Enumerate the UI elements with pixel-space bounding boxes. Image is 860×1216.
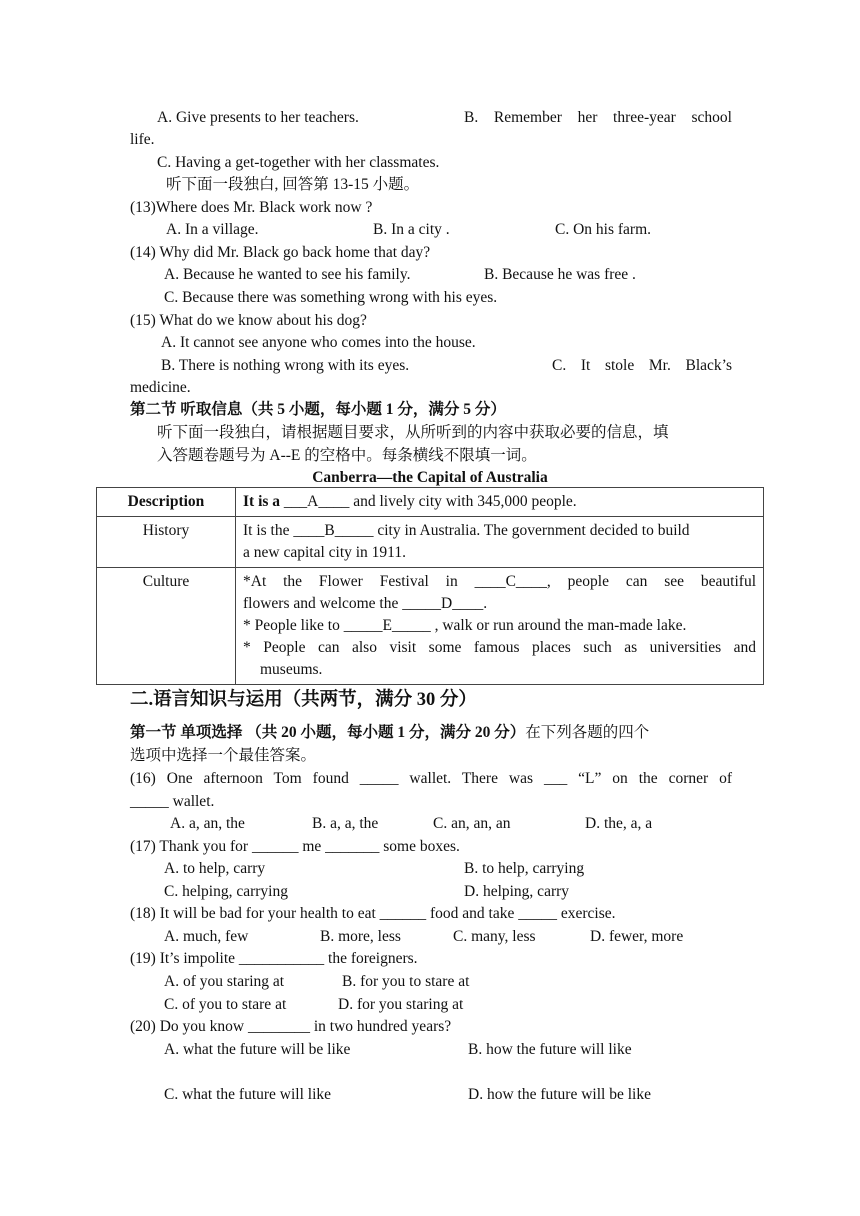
q16-stem-1: (16) One afternoon Tom found _____ wallet. There was ___ “L” on the corner of — [130, 770, 732, 787]
q14-stem: (14) Why did Mr. Black go back home that day? — [130, 244, 431, 261]
q13-option-a: A. In a village. — [166, 221, 259, 238]
q15-option-c: C. It stole Mr. Black’s — [552, 357, 732, 374]
row-label-description: Description — [97, 488, 236, 517]
q13-stem: (13)Where does Mr. Black work now ? — [130, 199, 373, 216]
q17-option-a: A. to help, carry — [164, 860, 266, 877]
q19-option-c: C. of you to stare at — [164, 996, 287, 1013]
q17-option-d: D. helping, carry — [464, 883, 570, 900]
q16-option-b: B. a, a, the — [312, 815, 379, 832]
info-table — [96, 487, 764, 685]
q16-option-d: D. the, a, a — [585, 815, 653, 832]
q16-option-c: C. an, an, an — [433, 815, 511, 832]
q12-option-b-cont: life. — [130, 131, 155, 148]
q17-option-c: C. helping, carrying — [164, 883, 288, 900]
q17-stem: (17) Thank you for ______ me _______ some boxes. — [130, 838, 460, 855]
q18-option-d: D. fewer, more — [590, 928, 684, 945]
section2-part1-line1: 第一节 单项选择 （共 20 小题，每小题 1 分，满分 20 分）在下列各题的四个 — [130, 724, 650, 741]
q18-option-c: C. many, less — [453, 928, 536, 945]
q19-option-d: D. for you staring at — [338, 996, 464, 1013]
history-line-1: It is the ____B_____ city in Australia. The government decided to build — [243, 522, 690, 539]
q18-option-b: B. more, less — [320, 928, 401, 945]
q20-stem: (20) Do you know ________ in two hundred years? — [130, 1018, 452, 1035]
q19-option-b: B. for you to stare at — [342, 973, 470, 990]
q13-option-b: B. In a city . — [373, 221, 450, 238]
table-row — [97, 488, 764, 517]
q18-stem: (18) It will be bad for your health to eat ______ food and take _____ exercise. — [130, 905, 616, 922]
q14-option-b: B. Because he was free . — [484, 266, 636, 283]
q15-option-c-cont: medicine. — [130, 379, 191, 396]
q14-option-a: A. Because he wanted to see his family. — [164, 266, 411, 283]
row-text-description: It is a ___A____ and lively city with 345,000 people. — [236, 488, 764, 517]
q15-option-b: B. There is nothing wrong with its eyes. — [161, 357, 410, 374]
culture-bullet-3b: museums. — [260, 661, 323, 678]
q20-option-b: B. how the future will like — [468, 1041, 632, 1058]
section2-heading: 二.语言知识与运用（共两节，满分 30 分） — [130, 690, 477, 710]
table-row — [97, 568, 764, 685]
row-text-culture — [236, 568, 764, 685]
history-line-2: a new capital city in 1911. — [243, 544, 406, 561]
row-text-history — [236, 517, 764, 568]
q16-stem-2: _____ wallet. — [130, 793, 215, 810]
table-row — [97, 517, 764, 568]
q15-stem: (15) What do we know about his dog? — [130, 312, 367, 329]
table-title: Canberra—the Capital of Australia — [312, 469, 548, 486]
q12-option-b: B. Remember her three-year school — [464, 109, 732, 126]
row-label-history: History — [97, 517, 236, 568]
part2-instruction-2: 入答题卷题号为 A--E 的空格中。每条横线不限填一词。 — [157, 447, 537, 464]
q19-option-a: A. of you staring at — [164, 973, 285, 990]
culture-bullet-3a: * People can also visit some famous places such as universities and — [243, 639, 756, 656]
part2-heading: 第二节 听取信息（共 5 小题，每小题 1 分，满分 5 分） — [130, 401, 506, 418]
q12-option-a: A. Give presents to her teachers. — [157, 109, 359, 126]
culture-bullet-1a: *At the Flower Festival in ____C____, people can see beautiful — [243, 573, 756, 590]
section2-part1-line2: 选项中选择一个最佳答案。 — [130, 747, 317, 764]
section-intro-13-15: 听下面一段独白, 回答第 13-15 小题。 — [166, 176, 420, 193]
q20-option-a: A. what the future will be like — [164, 1041, 351, 1058]
q20-option-c: C. what the future will like — [164, 1086, 332, 1103]
q14-option-c: C. Because there was something wrong with his eyes. — [164, 289, 498, 306]
q16-option-a: A. a, an, the — [170, 815, 245, 832]
part2-instruction-1: 听下面一段独白，请根据题目要求，从所听到的内容中获取必要的信息，填 — [157, 424, 669, 441]
q20-option-d: D. how the future will be like — [468, 1086, 651, 1103]
q19-stem: (19) It’s impolite ___________ the foreigners. — [130, 950, 418, 967]
q12-option-c: C. Having a get-together with her classmates. — [157, 154, 440, 171]
q17-option-b: B. to help, carrying — [464, 860, 585, 877]
q15-option-a: A. It cannot see anyone who comes into the house. — [161, 334, 476, 351]
row-label-culture: Culture — [97, 568, 236, 685]
q18-option-a: A. much, few — [164, 928, 249, 945]
culture-bullet-2: * People like to _____E_____ , walk or run around the man-made lake. — [243, 617, 687, 634]
culture-bullet-1b: flowers and welcome the _____D____. — [243, 595, 488, 612]
q13-option-c: C. On his farm. — [555, 221, 652, 238]
